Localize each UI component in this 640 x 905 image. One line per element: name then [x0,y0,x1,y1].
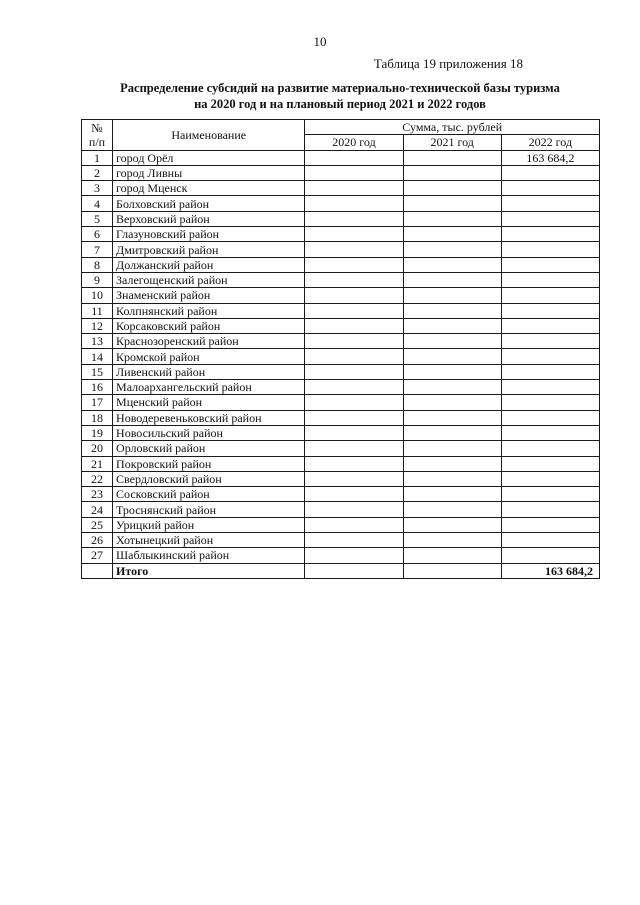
row-value-2021 [403,272,501,287]
row-value-2020 [305,548,403,563]
row-number: 16 [82,380,113,395]
row-number: 7 [82,242,113,257]
row-value-2020 [305,364,403,379]
row-name: Мценский район [113,395,305,410]
header-year-2022: 2022 год [501,135,599,150]
row-name: Малоархангельский район [113,380,305,395]
row-number: 1 [82,150,113,165]
page-number: 10 [313,34,327,49]
row-name: Свердловский район [113,471,305,486]
table-row [82,517,600,532]
row-value-2020 [305,272,403,287]
row-value-2020 [305,425,403,440]
row-value-2022 [501,533,599,548]
row-value-2021 [403,196,501,211]
row-value-2021 [403,150,501,165]
row-number: 4 [82,196,113,211]
row-value-2020 [305,471,403,486]
row-value-2022 [501,196,599,211]
row-value-2022 [501,441,599,456]
row-number: 15 [82,364,113,379]
row-value-2021 [403,456,501,471]
header-number [82,120,113,151]
row-value-2022 [501,410,599,425]
table-row [82,303,600,318]
row-value-2020 [305,517,403,532]
row-number: 21 [82,456,113,471]
table-row [82,425,600,440]
row-number: 23 [82,487,113,502]
table-row [82,165,600,180]
row-value-2020 [305,349,403,364]
row-value-2020 [305,257,403,272]
row-value-2022 [501,272,599,287]
row-number: 5 [82,211,113,226]
table-row [82,150,600,165]
row-value-2022 [501,364,599,379]
table-row [82,181,600,196]
row-value-2022 [501,425,599,440]
row-name: Знаменский район [113,288,305,303]
row-value-2021 [403,165,501,180]
row-number: 10 [82,288,113,303]
row-value-2020 [305,456,403,471]
row-value-2022 [501,165,599,180]
row-name: Новосильский район [113,425,305,440]
row-value-2020 [305,181,403,196]
subsidy-distribution-table [81,119,600,579]
row-value-2020 [305,334,403,349]
row-value-2022 [501,471,599,486]
row-value-2020 [305,196,403,211]
row-value-2022 [501,502,599,517]
row-number: 11 [82,303,113,318]
row-number: 19 [82,425,113,440]
row-value-2022 [501,257,599,272]
row-name: Покровский район [113,456,305,471]
row-value-2020 [305,441,403,456]
row-number: 13 [82,334,113,349]
document-title [60,80,620,112]
row-number: 8 [82,257,113,272]
row-name: Шаблыкинский район [113,548,305,563]
row-name: Урицкий район [113,517,305,532]
row-number: 20 [82,441,113,456]
row-value-2021 [403,211,501,226]
document-title-line-1: Распределение субсидий на развитие материально-технической базы туризма [120,81,560,95]
row-value-2022 [501,349,599,364]
table-body [82,150,600,578]
row-name: Краснозоренский район [113,334,305,349]
table-row [82,548,600,563]
row-value-2021 [403,517,501,532]
row-value-2020 [305,165,403,180]
table-row [82,349,600,364]
row-value-2020 [305,318,403,333]
table-row [82,471,600,486]
row-value-2020 [305,502,403,517]
row-name: Кромской район [113,349,305,364]
table-row [82,288,600,303]
table-row [82,318,600,333]
row-value-2022 [501,334,599,349]
row-name: Троснянский район [113,502,305,517]
table-row [82,456,600,471]
row-value-2022 [501,242,599,257]
row-name: Корсаковский район [113,318,305,333]
row-value-2021 [403,181,501,196]
row-value-2021 [403,410,501,425]
row-name: Орловский район [113,441,305,456]
row-number: 6 [82,227,113,242]
row-value-2020 [305,211,403,226]
row-value-2021 [403,334,501,349]
row-name: Колпнянский район [113,303,305,318]
table-row [82,242,600,257]
row-value-2022 [501,487,599,502]
row-name: город Ливны [113,165,305,180]
row-name: Сосковский район [113,487,305,502]
table-row [82,487,600,502]
row-name: Хотынецкий район [113,533,305,548]
table-row [82,380,600,395]
row-value-2021 [403,425,501,440]
row-value-2021 [403,364,501,379]
row-value-2020 [305,395,403,410]
header-year-2020: 2020 год [305,135,403,150]
header-sum: Сумма, тыс. рублей [305,120,600,135]
row-value-2022 [501,318,599,333]
row-number: 22 [82,471,113,486]
row-name: Глазуновский район [113,227,305,242]
row-name: Ливенский район [113,364,305,379]
row-number: 24 [82,502,113,517]
row-number: 14 [82,349,113,364]
row-value-2020 [305,487,403,502]
total-value-2021 [403,563,501,578]
header-name: Наименование [113,120,305,151]
row-value-2021 [403,380,501,395]
row-value-2020 [305,288,403,303]
row-value-2021 [403,395,501,410]
row-name: Должанский район [113,257,305,272]
row-value-2020 [305,380,403,395]
row-value-2021 [403,318,501,333]
row-value-2021 [403,471,501,486]
total-number [82,563,113,578]
row-value-2022: 163 684,2 [501,150,599,165]
row-value-2021 [403,288,501,303]
row-number: 26 [82,533,113,548]
row-value-2020 [305,227,403,242]
table-row [82,227,600,242]
header-number-line-1: № [91,120,103,135]
total-name: Итого [113,563,305,578]
header-year-2021: 2021 год [403,135,501,150]
row-number: 9 [82,272,113,287]
row-value-2020 [305,303,403,318]
row-value-2022 [501,380,599,395]
row-value-2021 [403,257,501,272]
row-value-2022 [501,288,599,303]
total-value-2020 [305,563,403,578]
row-value-2020 [305,410,403,425]
row-value-2022 [501,211,599,226]
row-number: 18 [82,410,113,425]
row-value-2021 [403,242,501,257]
row-name: город Орёл [113,150,305,165]
row-name: Дмитровский район [113,242,305,257]
table-reference: Таблица 19 приложения 18 [373,56,523,71]
row-value-2022 [501,517,599,532]
row-value-2020 [305,533,403,548]
row-value-2022 [501,548,599,563]
row-value-2021 [403,441,501,456]
row-name: город Мценск [113,181,305,196]
table-row [82,257,600,272]
header-number-line-2: п/п [88,134,106,149]
table-row [82,533,600,548]
row-value-2021 [403,533,501,548]
row-value-2021 [403,487,501,502]
table-row [82,441,600,456]
row-name: Залегощенский район [113,272,305,287]
row-value-2022 [501,227,599,242]
row-name: Верховский район [113,211,305,226]
table-row [82,502,600,517]
table-row [82,334,600,349]
row-name: Новодеревеньковский район [113,410,305,425]
row-value-2021 [403,349,501,364]
row-value-2020 [305,150,403,165]
row-name: Болховский район [113,196,305,211]
row-number: 25 [82,517,113,532]
row-number: 17 [82,395,113,410]
row-value-2022 [501,456,599,471]
row-value-2020 [305,242,403,257]
row-value-2021 [403,227,501,242]
table-row [82,395,600,410]
row-number: 27 [82,548,113,563]
total-value-2022: 163 684,2 [501,563,599,578]
table-row [82,272,600,287]
table-header-row-1 [82,120,600,135]
table-row [82,211,600,226]
row-value-2022 [501,395,599,410]
row-value-2021 [403,303,501,318]
table-row [82,364,600,379]
row-number: 12 [82,318,113,333]
document-title-line-2: на 2020 год и на плановый период 2021 и 2022 годов [194,97,486,111]
row-value-2021 [403,548,501,563]
row-number: 3 [82,181,113,196]
table-row [82,196,600,211]
row-value-2022 [501,303,599,318]
row-value-2022 [501,181,599,196]
table-total-row [82,563,600,578]
table-row [82,410,600,425]
row-value-2021 [403,502,501,517]
row-number: 2 [82,165,113,180]
